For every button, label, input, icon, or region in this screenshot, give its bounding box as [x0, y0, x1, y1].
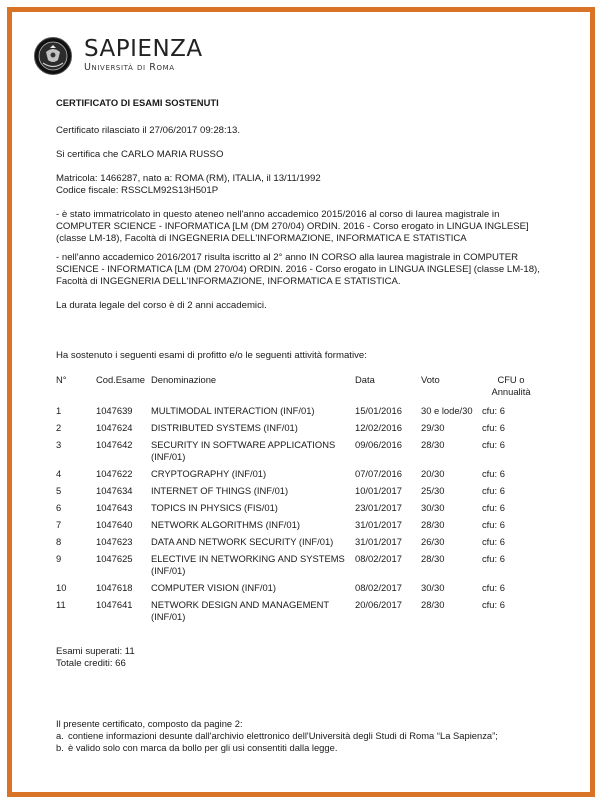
exam-date: 23/01/2017 — [354, 502, 402, 513]
exam-grade: 28/30 — [420, 553, 445, 564]
exam-name: DISTRIBUTED SYSTEMS (INF/01) — [150, 422, 298, 433]
table-row — [56, 502, 540, 519]
table-header-row — [56, 374, 540, 405]
exam-number: 4 — [56, 468, 62, 479]
exam-number: 11 — [56, 599, 66, 610]
table-row — [56, 553, 540, 582]
university-brand — [84, 37, 203, 73]
exam-code: 1047642 — [96, 439, 133, 450]
exam-date: 20/06/2017 — [354, 599, 402, 610]
student-details — [56, 173, 556, 197]
table-row — [56, 485, 540, 502]
table-row — [56, 422, 540, 439]
table-row — [56, 439, 540, 468]
col-date: Data — [354, 374, 375, 385]
exam-code: 1047625 — [96, 553, 133, 564]
exam-number: 1 — [56, 405, 62, 416]
exam-date: 08/02/2017 — [354, 553, 402, 564]
exam-code: 1047634 — [96, 485, 133, 496]
exam-date: 12/02/2016 — [354, 422, 402, 433]
exam-number: 8 — [56, 536, 62, 547]
exam-name: DATA AND NETWORK SECURITY (INF/01) — [150, 536, 334, 547]
exam-grade: 30 e lode/30 — [420, 405, 473, 416]
exam-name: MULTIMODAL INTERACTION (INF/01) — [150, 405, 315, 416]
exam-code: 1047623 — [96, 536, 133, 547]
exam-grade: 25/30 — [420, 485, 445, 496]
certificate-footer — [56, 718, 576, 754]
matricola: Matricola: 1466287, nato a: ROMA (RM), ITALIA, il 13/11/1992 — [56, 173, 321, 184]
exam-grade: 30/30 — [420, 582, 445, 593]
exam-name: SECURITY IN SOFTWARE APPLICATIONS (INF/01) — [150, 439, 336, 462]
exam-number: 6 — [56, 502, 62, 513]
exams-intro: Ha sostenuto i seguenti esami di profitto e/o le seguenti attività formative: — [56, 350, 367, 361]
footer-item-marker: b. — [56, 742, 64, 753]
exam-date: 15/01/2016 — [354, 405, 402, 416]
footer-list — [56, 730, 576, 754]
table-row — [56, 519, 540, 536]
codice-fiscale: Codice fiscale: RSSCLM92S13H501P — [56, 185, 219, 196]
exam-grade: 26/30 — [420, 536, 445, 547]
exam-credits: cfu: 6 — [481, 553, 505, 564]
seal-graphic — [35, 38, 71, 74]
exam-number: 2 — [56, 422, 62, 433]
exam-credits: cfu: 6 — [481, 502, 505, 513]
table-row — [56, 599, 540, 628]
col-number: N° — [56, 374, 67, 385]
exam-credits: cfu: 6 — [481, 485, 505, 496]
exam-credits: cfu: 6 — [481, 536, 505, 547]
exam-grade: 29/30 — [420, 422, 445, 433]
certificate-body — [56, 97, 556, 670]
footer-item — [56, 730, 576, 742]
current-year-statement: - nell'anno accademico 2016/2017 risulta iscritto al 2° anno IN CORSO alla laurea magistrale in COMPUTER SCIENCE - INFORMATICA [LM (DM 270/04) ORDIN. 2016 - Corso erogato in LINGUA INGLESE] (classe LM-18), Facoltà di INGEGNERIA DELL'INFORMAZIONE, INFORMATICA E STATISTICA. — [56, 252, 540, 287]
exam-code: 1047639 — [96, 405, 133, 416]
total-credits: Totale crediti: 66 — [56, 658, 126, 669]
exam-date: 08/02/2017 — [354, 582, 402, 593]
exam-date: 31/01/2017 — [354, 519, 402, 530]
col-credits: CFU o Annualità — [491, 374, 531, 397]
exam-credits: cfu: 6 — [481, 519, 505, 530]
certify-statement: Si certifica che CARLO MARIA RUSSO — [56, 149, 224, 160]
exam-credits: cfu: 6 — [481, 582, 505, 593]
table-row — [56, 468, 540, 485]
exam-number: 3 — [56, 439, 62, 450]
exams-table-body — [56, 405, 540, 628]
footer-intro: Il presente certificato, composto da pagine 2: — [56, 718, 243, 729]
exam-code: 1047618 — [96, 582, 133, 593]
exam-code: 1047643 — [96, 502, 133, 513]
document-title: CERTIFICATO DI ESAMI SOSTENUTI — [56, 97, 219, 108]
footer-item — [56, 742, 576, 754]
exam-date: 07/07/2016 — [354, 468, 402, 479]
exam-name: CRYPTOGRAPHY (INF/01) — [150, 468, 267, 479]
exam-credits: cfu: 6 — [481, 405, 505, 416]
table-row — [56, 405, 540, 422]
exam-code: 1047641 — [96, 599, 133, 610]
exam-credits: cfu: 6 — [481, 439, 505, 450]
exam-grade: 30/30 — [420, 502, 445, 513]
col-grade: Voto — [420, 374, 440, 385]
exam-code: 1047622 — [96, 468, 133, 479]
exam-number: 9 — [56, 553, 62, 564]
exam-name: COMPUTER VISION (INF/01) — [150, 582, 276, 593]
exam-grade: 28/30 — [420, 519, 445, 530]
exam-date: 09/06/2016 — [354, 439, 402, 450]
brand-name: SAPIENZA — [84, 36, 203, 62]
col-exam-code: Cod.Esame — [96, 374, 145, 385]
footer-item-marker: a. — [56, 730, 64, 741]
table-row — [56, 582, 540, 599]
exam-name: INTERNET OF THINGS (INF/01) — [150, 485, 289, 496]
exam-number: 5 — [56, 485, 62, 496]
exam-credits: cfu: 6 — [481, 422, 505, 433]
footer-item-text: contiene informazioni desunte dall'archivio elettronico dell'Università degli Studi di Roma “La Sapienza”; — [68, 730, 498, 741]
table-row — [56, 536, 540, 553]
exam-name: ELECTIVE IN NETWORKING AND SYSTEMS (INF/01) — [150, 553, 345, 576]
exam-date: 31/01/2017 — [354, 536, 402, 547]
exam-credits: cfu: 6 — [481, 599, 505, 610]
exam-grade: 28/30 — [420, 599, 445, 610]
exam-name: NETWORK ALGORITHMS (INF/01) — [150, 519, 300, 530]
totals — [56, 646, 556, 670]
exam-name: NETWORK DESIGN AND MANAGEMENT (INF/01) — [150, 599, 329, 622]
exam-code: 1047624 — [96, 422, 133, 433]
exam-number: 10 — [56, 582, 67, 593]
issue-date: Certificato rilasciato il 27/06/2017 09:28:13. — [56, 125, 240, 136]
exams-passed: Esami superati: 11 — [56, 646, 135, 657]
exam-grade: 28/30 — [420, 439, 445, 450]
col-name: Denominazione — [150, 374, 217, 385]
footer-item-text: è valido solo con marca da bollo per gli usi consentiti dalla legge. — [68, 742, 338, 753]
exam-grade: 20/30 — [420, 468, 445, 479]
brand-subtitle: Università di Roma — [84, 62, 175, 73]
enrollment-statement: - è stato immatricolato in questo ateneo nell'anno accademico 2015/2016 al corso di laurea magistrale in COMPUTER SCIENCE - INFORMATICA [LM (DM 270/04) ORDIN. 2016 - Corso erogato in LINGUA INGLESE] (classe LM-18), Facoltà di INGEGNERIA DELL'INFORMAZIONE, INFORMATICA E STATISTICA — [56, 209, 529, 244]
exam-name: TOPICS IN PHYSICS (FIS/01) — [150, 502, 278, 513]
sapienza-seal-icon — [34, 37, 72, 75]
exams-table — [56, 374, 540, 628]
exam-number: 7 — [56, 519, 62, 530]
exam-date: 10/01/2017 — [354, 485, 402, 496]
exam-credits: cfu: 6 — [481, 468, 505, 479]
exam-code: 1047640 — [96, 519, 133, 530]
course-duration: La durata legale del corso è di 2 anni accademici. — [56, 300, 267, 311]
